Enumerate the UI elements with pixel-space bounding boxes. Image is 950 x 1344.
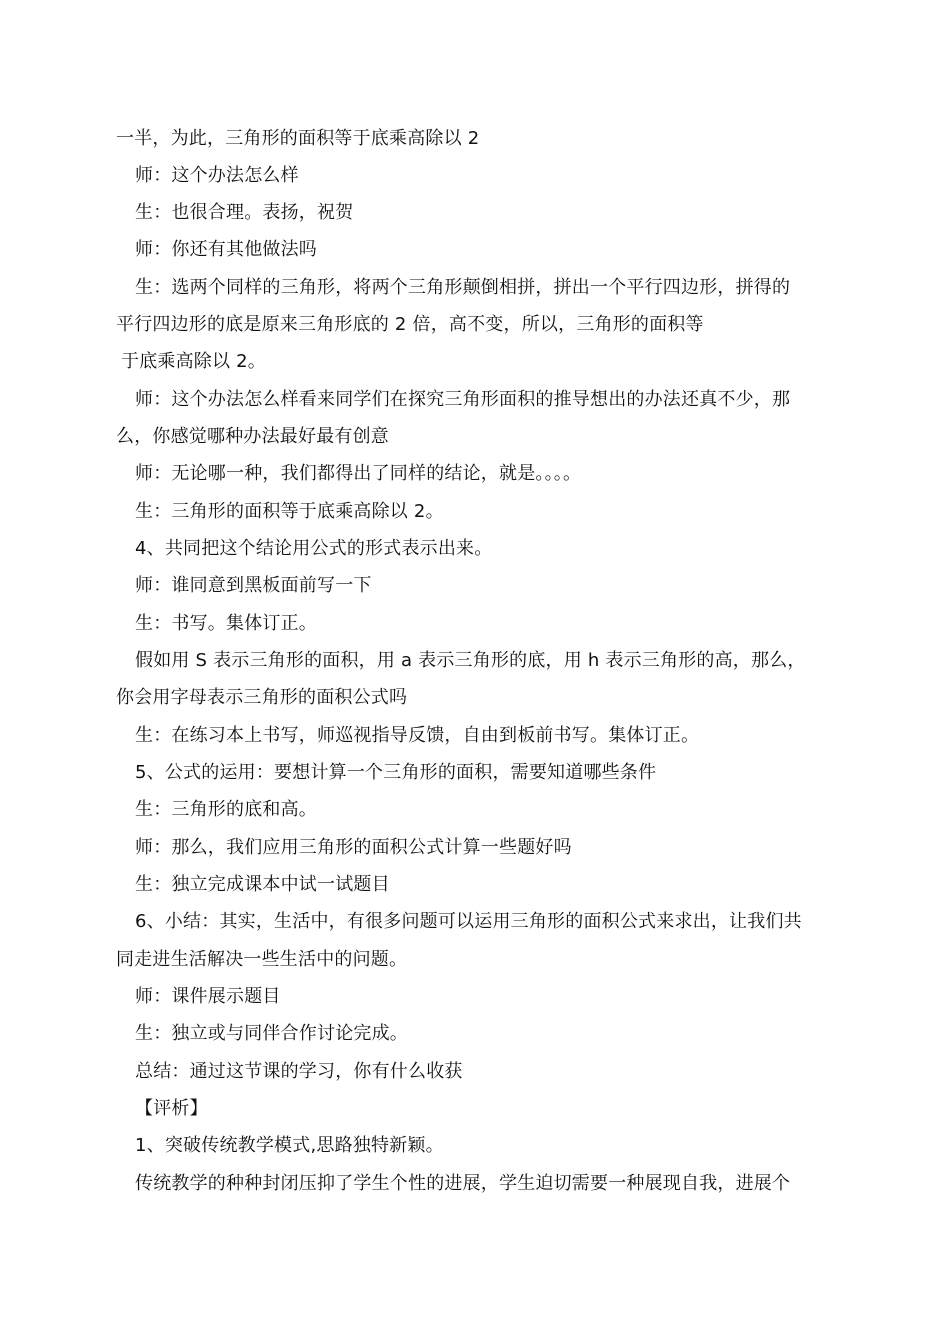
- text-line: 师：那么，我们应用三角形的面积公式计算一些题好吗: [135, 837, 572, 858]
- text-line: 6、小结：其实，生活中，有很多问题可以运用三角形的面积公式来求出，让我们共: [135, 911, 802, 932]
- text-line: 师：无论哪一种，我们都得出了同样的结论，就是。。。。: [135, 463, 582, 484]
- text-line: 1、突破传统教学模式,思路独特新颖。: [135, 1135, 444, 1156]
- text-line: 平行四边形的底是原来三角形底的 2 倍，高不变，所以，三角形的面积等: [116, 314, 704, 335]
- text-line: 师：这个办法怎么样: [135, 165, 299, 186]
- text-line: 5、公式的运用：要想计算一个三角形的面积，需要知道哪些条件: [135, 762, 657, 783]
- text-line: 假如用 S 表示三角形的面积，用 a 表示三角形的底，用 h 表示三角形的高，那么，: [135, 650, 806, 671]
- text-line: 生：在练习本上书写，师巡视指导反馈，自由到板前书写。集体订正。: [135, 725, 700, 746]
- section-heading: 【评析】: [135, 1098, 208, 1119]
- text-line: 么，你感觉哪种办法最好最有创意: [116, 426, 389, 447]
- text-line: 师：你还有其他做法吗: [135, 239, 317, 260]
- text-line: 生：三角形的面积等于底乘高除以 2。: [135, 501, 444, 522]
- text-line: 生：也很合理。表扬，祝贺: [135, 202, 354, 223]
- text-line: 生：选两个同样的三角形，将两个三角形颠倒相拼，拼出一个平行四边形，拼得的: [135, 277, 791, 298]
- text-line: 传统教学的种种封闭压抑了学生个性的进展，学生迫切需要一种展现自我，进展个: [135, 1173, 791, 1194]
- text-line: 生：书写。集体订正。: [135, 613, 317, 634]
- text-line: 你会用字母表示三角形的面积公式吗: [116, 687, 408, 708]
- text-line: 师：这个办法怎么样看来同学们在探究三角形面积的推导想出的办法还真不少，那: [135, 389, 791, 410]
- text-line: 于底乘高除以 2。: [121, 351, 266, 372]
- text-line: 同走进生活解决一些生活中的问题。: [116, 949, 408, 970]
- text-line: 师：课件展示题目: [135, 986, 281, 1007]
- text-line: 生：独立完成课本中试一试题目: [135, 874, 390, 895]
- text-line: 总结：通过这节课的学习，你有什么收获: [135, 1061, 463, 1082]
- text-line: 生：独立或与同伴合作讨论完成。: [135, 1023, 408, 1044]
- text-line: 一半，为此，三角形的面积等于底乘高除以 2: [116, 128, 480, 149]
- text-line: 师：谁同意到黑板面前写一下: [135, 575, 372, 596]
- text-line: 4、共同把这个结论用公式的形式表示出来。: [135, 538, 493, 559]
- text-line: 生：三角形的底和高。: [135, 799, 317, 820]
